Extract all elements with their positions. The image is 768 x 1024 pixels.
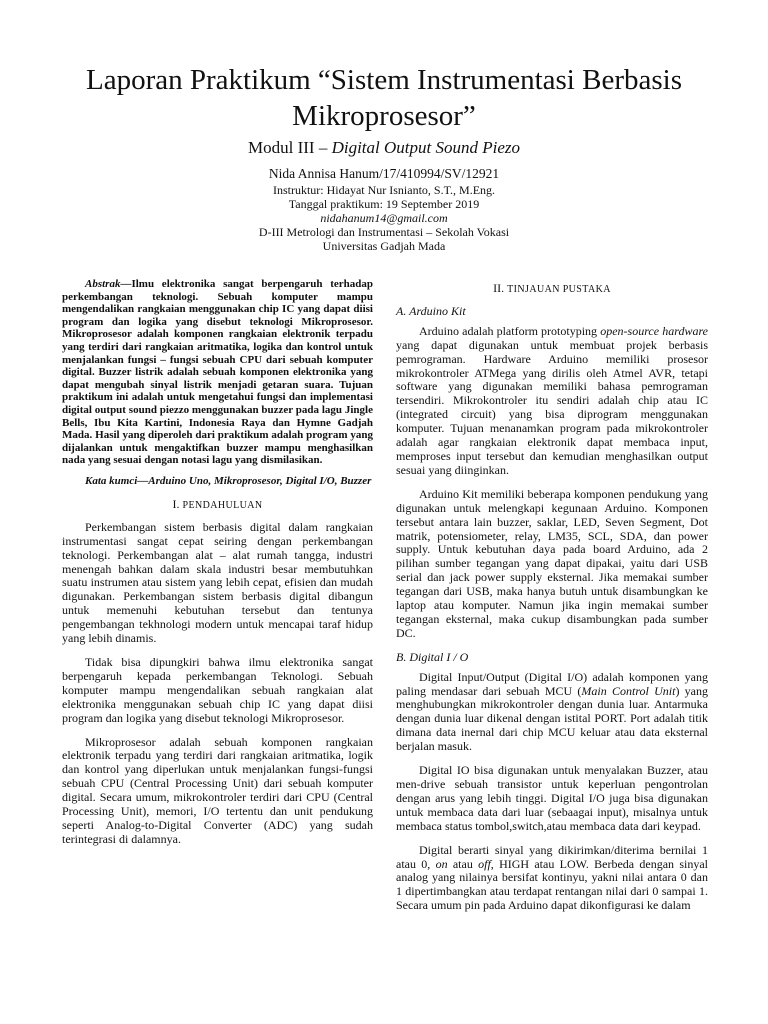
- right-column: [396, 278, 708, 923]
- date-line: Tanggal praktikum: 19 September 2019: [288, 197, 480, 211]
- email-line: nidahanum14@gmail.com: [320, 211, 448, 225]
- modul-label: Modul III –: [248, 138, 332, 157]
- left-column: [62, 278, 373, 857]
- paragraph: Digital Input/Output (Digital I/O) adalah komponen yang paling mendasar dari sebuah MCU (Main Control Unit) yang menghubungkan mikrokontroler dengan dunia luar. Antarmuka dengan dunia luar dikenal dengan istital PORT. Port adalah titik dimana data inernal dari chip MCU keluar atau data eksternal berjalan masuk.: [396, 669, 708, 754]
- paragraph: Perkembangan sistem berbasis digital dalam rangkaian instrumentasi sangat cepat seiring dengan perkembangan teknologi. Perkembangan alat – alat rumah tangga, industri menengah bahkan dalam skala industri besar membutuhkan suatu instrumen atau sistem yang lebih cepat, efisien dan mudah digunakan. Perkembangan sistem berbasis digital dibangun untuk memenuhi kebutuhan tersebut dan tentunya pengembangan tekhnologi modern untuk mencapai taraf hidup yang lebih dinamis.: [62, 519, 373, 646]
- instructor-line: Instruktur: Hidayat Nur Isnianto, S.T., M.Eng.: [272, 183, 496, 197]
- abstract-label: Abstrak—: [85, 278, 132, 290]
- abstract: [62, 278, 373, 467]
- subsection-heading-digital-io: B. Digital I / O: [396, 649, 469, 664]
- paragraph: Digital berarti sinyal yang dikirimkan/diterima bernilai 1 atau 0, on atau off, HIGH atau LOW. Berbeda dengan sinyal analog yang nilainya bersifat kontinyu, yakni nilai antara 0 dan 1 dipertimbangkan atau terdapat rentangan nilai dari 0 sampai 1. Secara umum pin pada Arduino dapat dikonfigurasi ke dalam: [396, 842, 708, 913]
- subsection-heading-arduino-kit: A. Arduino Kit: [396, 303, 466, 318]
- paragraph: Arduino adalah platform prototyping open-source hardware yang dapat digunakan untuk membuat projek berbasis pemrograman. Hardware Arduino memiliki prosesor mikrokontroler ATMega yang dirilis oleh Atmel AVR, tetapi software yang digunakan memiliki bahasa pemrograman tersendiri. Mikrokontroler itu sendiri adalah chip atau IC (integrated circuit) yang bisa diprogram menggunakan komputer. Tujuan menanamkan program pada mikrokontroler adalah agar rangkaian elektronik dapat membaca input, memproses input tersebut dan kemudian menghasilkan output sesuai yang diinginkan.: [396, 323, 708, 477]
- paper-title: Laporan Praktikum “Sistem Instrumentasi Berbasis Mikroprosesor”: [85, 64, 682, 132]
- paper-subtitle: [40, 137, 728, 159]
- paragraph: Arduino Kit memiliki beberapa komponen pendukung yang digunakan untuk melengkapi kegunaan Arduino. Komponen tersebut antara lain buzzer, saklar, LED, Seven Segment, Dot matrik, potensiometer, relay, LM35, SCL, SDA, dan power supply. Untuk kebutuhan daya pada board Arduino, ada 2 pilihan sumber tegangan yang dapat dipakai, yaitu dari USB serial dan jack power supply eksternal. Jika memakai sumber tegangan dari USB, maka hanya butuh untuk disambungkan ke laptop atau komputer. Namun jika ingin memakai sumber tegangan eksternal, maka cukup disambungkan pada sumber DC.: [396, 486, 708, 640]
- section-heading-pendahuluan: I. PENDAHULUAN: [172, 496, 263, 511]
- department-line: D-III Metrologi dan Instrumentasi – Sekolah Vokasi: [258, 225, 510, 239]
- abstract-text: Ilmu elektronika sangat berpengaruh terhadap perkembangan teknologi. Sebuah komputer mampu mengendalikan rangkaian menggunakan chip IC yang dapat diisi program dan logika yang disebut teknologi Mikroprosesor. Mikroprosesor adalah komponen rangkaian elektronik terpadu yang terdiri dari rangkaian aritmatika, logika dan kontrol untuk menjalankan fungsi – fungsi sebuah CPU dari sebuah komputer digital. Buzzer listrik adalah sebuah komponen elektronika yang dapat mengubah sinyal listrik menjadi getaran suara. Tujuan praktikum ini adalah untuk mengetahui fungsi dan implementasi digital output sound piezzo menggunakan buzzer pada lagu Jingle Bells, Ibu Kita Kartini, Indonesia Raya dan Hymne Gadjah Mada. Hasil yang diperoleh dari praktikum adalah program yang dijalankan untuk mengaktifkan buzzer mampu menghasilkan nada yang sesuai dengan notasi lagu yang dismilasikan.: [62, 278, 373, 467]
- author-name: Nida Annisa Hanum/17/410994/SV/12921: [268, 166, 500, 181]
- keywords: Kata kumci—Arduino Uno, Mikroprosesor, Digital I/O, Buzzer: [85, 474, 372, 487]
- modul-topic: Digital Output Sound Piezo: [331, 138, 520, 157]
- paragraph: Mikroprosesor adalah sebuah komponen rangkaian elektronik terpadu yang terdiri dari rangkaian aritmatika, logik dan kontrol yang diperlukan untuk menjalankan fungsi-fungsi sebuah CPU (Central Processing Unit) dari sebuah komputer digital. Secara umum, mikrokontroler terdiri dari CPU (Central Processing Unit), memori, I/O tertentu dan unit pendukung seperti Analog-to-Digital Converter (ADC) yang sudah terintegrasi di dalamnya.: [62, 734, 373, 846]
- university-line: Universitas Gadjah Mada: [322, 239, 446, 253]
- paragraph: Tidak bisa dipungkiri bahwa ilmu elektronika sangat berpengaruh kepada perkembangan Teknologi. Sebuah komputer mampu mengendalikan sebuah rangkaian alat elektronika menggunakan sebuah chip IC yang dapat diisi program dan logika yang disebut teknologi Mikroprosesor.: [62, 654, 373, 725]
- section-heading-tinjauan-pustaka: II. TINJAUAN PUSTAKA: [493, 281, 611, 295]
- paragraph: Digital IO bisa digunakan untuk menyalakan Buzzer, atau men-drive sebuah transistor untuk keperluan pengontrolan dengan arus yang lebih tinggi. Digital I/O juga bisa digunakan untuk membaca data dari luar (sebaagai input), misalnya untuk membaca status tombol,switch,atau membaca data dari keypad.: [396, 763, 708, 833]
